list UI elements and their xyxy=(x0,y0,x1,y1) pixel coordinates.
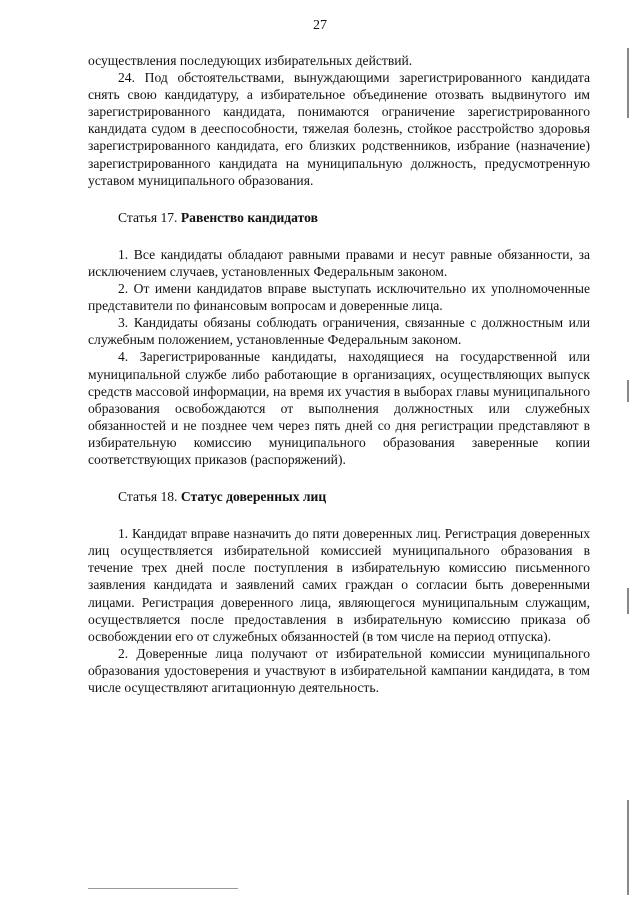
page-number: 27 xyxy=(313,18,327,33)
article-17-item-3: 3. Кандидаты обязаны соблюдать ограничения, связанные с должностным или служебным положением, установленные Федеральным законом. xyxy=(88,315,590,348)
article-18-item-1: 1. Кандидат вправе назначить до пяти доверенных лиц. Регистрация доверенных лиц осуществляется избирательной комиссией муниципального образования в течение трех дней после поступления в избирательную комиссию письменного заявления кандидата и заявлений самих граждан о согласии быть доверенными лицами. Регистрация доверенного лица, являющегося муниципальным служащим, осуществляется после предоставления в избирательную комиссию приказа об освобождении его от служебных обязанностей (в том числе на период отпуска). xyxy=(88,526,590,644)
article-17-item-1: 1. Все кандидаты обладают равными правами и несут равные обязанности, за исключением случаев, установленных Федеральным законом. xyxy=(88,246,590,279)
article-18-item-2: 2. Доверенные лица получают от избирательной комиссии муниципального образования удостоверения и участвуют в избирательной кампании кандидата, в том числе осуществляют агитационную деятельность. xyxy=(88,645,590,695)
article-17-item-2: 2. От имени кандидатов вправе выступать исключительно их уполномоченные представители по финансовым вопросам и доверенные лица. xyxy=(88,281,590,314)
article-18-heading xyxy=(88,488,590,505)
article-18-title: Статус доверенных лиц xyxy=(180,489,327,505)
scan-edge-mark xyxy=(627,380,629,402)
article-17-heading xyxy=(88,209,590,226)
scan-edge-mark xyxy=(627,588,629,614)
article-18-prefix: Статья 18. xyxy=(118,489,178,505)
paragraph-continuation: осуществления последующих избирательных действий. xyxy=(88,53,413,68)
document-body xyxy=(88,52,590,696)
article-17-prefix: Статья 17. xyxy=(118,209,178,225)
article-17-title: Равенство кандидатов xyxy=(180,209,318,225)
scan-edge-mark xyxy=(627,800,629,895)
scan-edge-mark xyxy=(627,48,629,118)
article-17-item-4: 4. Зарегистрированные кандидаты, находящиеся на государственной или муниципальной службе либо работающие в организациях, осуществляющих выпуск средств массовой информации, на время их участия в выборах главы муниципального образования освобождаются от выполнения должностных или служебных обязанностей и не позднее чем через пять дней со дня регистрации представляют в избирательную комиссию муниципального образования заверенные копии соответствующих приказов (распоряжений). xyxy=(88,349,590,467)
footer-divider xyxy=(88,888,238,889)
paragraph-24: 24. Под обстоятельствами, вынуждающими зарегистрированного кандидата снять свою кандидатуру, а избирательное объединение отозвать выдвинутого им зарегистрированного кандидата, понимаются ограничение зарегистрированного кандидата судом в дееспособности, тяжелая болезнь, стойкое расстройство здоровья зарегистрированного кандидата, его близких родственников, избрание (назначение) зарегистрированного кандидата на муниципальную должность, предусмотренную уставом муниципального образования. xyxy=(88,70,590,188)
